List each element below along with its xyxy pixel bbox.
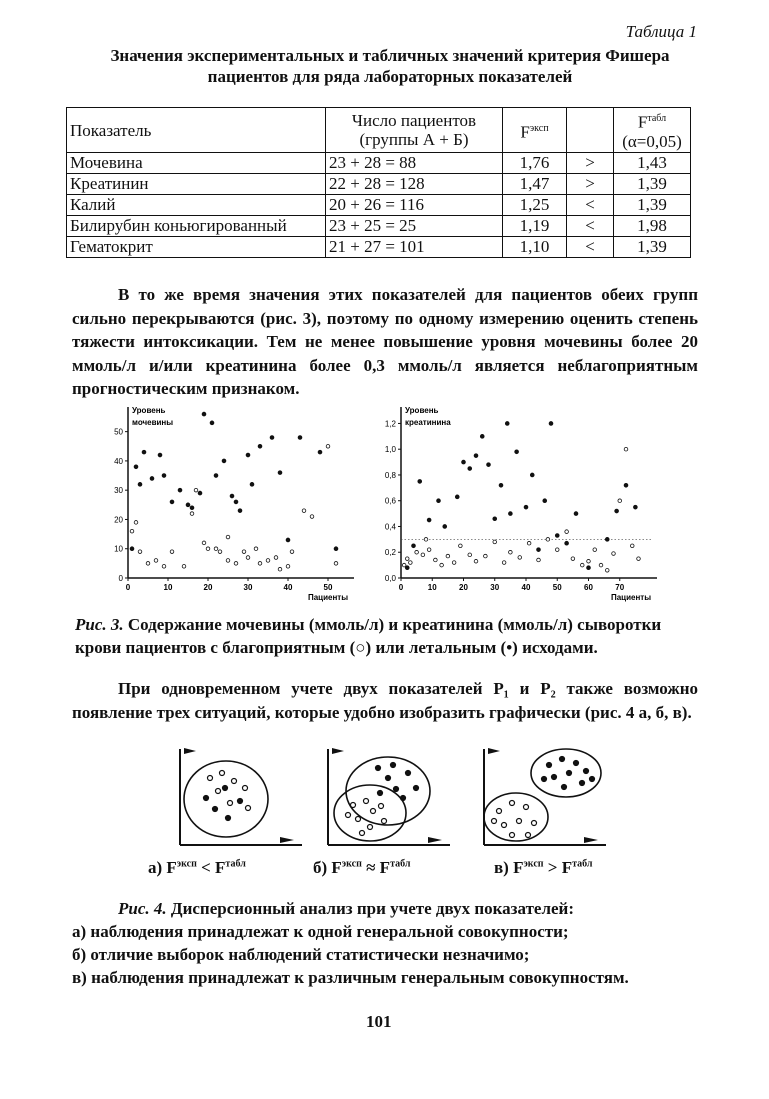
favorable-point	[254, 547, 258, 551]
lethal-point	[418, 480, 422, 484]
y-tick-label: 20	[114, 515, 123, 525]
header-patients: Число пациентов (группы А + Б)	[326, 108, 503, 153]
x-tick-label: 40	[283, 583, 293, 592]
favorable-point	[146, 562, 150, 566]
favorable-point	[415, 550, 419, 554]
list-item: в) наблюдения принадлежат к различным генеральным совокупностям.	[72, 968, 629, 987]
cell-fexp: 1,19	[503, 216, 567, 237]
y-tick-label: 0,4	[384, 522, 396, 532]
favorable-point	[527, 541, 531, 545]
p2-axis-label-icon	[488, 748, 500, 754]
favorable-point	[424, 538, 428, 542]
lethal-point	[455, 495, 459, 499]
x-tick-label: 60	[584, 583, 593, 592]
x-tick-label: 0	[125, 583, 131, 592]
lethal-point	[150, 477, 154, 481]
lethal-point	[624, 483, 628, 487]
favorable-point	[286, 564, 290, 568]
favorable-point	[427, 548, 431, 552]
favorable-point	[218, 550, 222, 554]
favorable-point	[278, 567, 282, 571]
lethal-point	[515, 450, 519, 454]
lethal-point	[278, 471, 282, 475]
lethal-point	[462, 460, 466, 464]
lethal-point	[178, 488, 182, 492]
lethal-point	[505, 422, 509, 426]
favorable-point	[170, 550, 174, 554]
favorable-point	[190, 512, 194, 516]
favorable-point	[334, 562, 338, 566]
x-tick-label: 50	[323, 583, 333, 592]
lethal-point	[493, 517, 497, 521]
y-tick-label: 0	[118, 574, 123, 583]
cell-name: Гематокрит	[67, 237, 326, 258]
favorable-point	[182, 564, 186, 568]
lethal-point	[549, 422, 553, 426]
lethal-point	[334, 547, 338, 551]
lethal-point	[198, 491, 202, 495]
favorable-point	[130, 529, 134, 533]
cell-sign: >	[567, 153, 614, 174]
favorable-point	[202, 541, 206, 545]
favorable-point	[194, 488, 198, 492]
cell-name: Калий	[67, 195, 326, 216]
favorable-point	[226, 559, 230, 563]
fig4c-label: в) $F^{эксп} > F^{табл}$	[494, 858, 593, 877]
fig4b-label: б) $F^{эксп} \approx F^{табл}$	[313, 858, 411, 877]
body-paragraph-1: В то же время значения этих показателей для пациентов обеих групп сильно перекрываются (рис. 3), поэтому по одному измерению оценить степень тяжести интоксикации. Тем не менее повышение уровня мочевины более 20 ммоль/л и/или креатинина более 0,3 ммоль/л является неблагоприятным прогностическим признаком.	[72, 285, 698, 398]
x-tick-label: 10	[427, 583, 437, 592]
page-number: 101	[366, 1012, 392, 1031]
lethal-point	[499, 483, 503, 487]
y-axis-label: креатинина	[405, 418, 451, 427]
y-axis-label: мочевины	[132, 418, 174, 427]
table-row	[67, 153, 691, 174]
favorable-point	[474, 559, 478, 563]
x-tick-label: 70	[615, 583, 625, 592]
favorable-point	[214, 547, 218, 551]
favorable-point	[138, 550, 142, 554]
y-axis-label: Уровень	[132, 406, 166, 415]
cell-ftab: 1,39	[614, 195, 691, 216]
lethal-point	[587, 566, 591, 570]
table-row	[67, 195, 691, 216]
lethal-point	[234, 500, 238, 504]
favorable-point	[206, 547, 210, 551]
fig4-caption-label: Рис. 4.	[118, 899, 167, 918]
p1-axis-label-icon	[280, 837, 294, 843]
lethal-point	[524, 505, 528, 509]
cell-ftab: 1,98	[614, 216, 691, 237]
x-tick-label: 50	[552, 583, 562, 592]
cell-name: Креатинин	[67, 174, 326, 195]
lethal-point	[238, 509, 242, 513]
favorable-point	[234, 562, 238, 566]
x-tick-label: 20	[203, 583, 213, 592]
fig4b-diagram	[318, 743, 458, 853]
lethal-point	[130, 547, 134, 551]
favorable-point	[302, 509, 306, 513]
lethal-point	[468, 467, 472, 471]
y-tick-label: 50	[114, 427, 123, 437]
x-tick-label: 10	[163, 583, 173, 592]
lethal-point	[437, 499, 441, 503]
lethal-point	[633, 505, 637, 509]
x-axis-label: Пациенты	[307, 593, 349, 602]
favorable-point	[637, 557, 641, 561]
header-indicator: Показатель	[67, 108, 326, 153]
y-axis-label: Уровень	[405, 406, 439, 415]
cell-patients: 23 + 25 = 25	[326, 216, 503, 237]
favorable-point	[162, 564, 166, 568]
cell-ftab: 1,39	[614, 174, 691, 195]
fig4-caption-text: Дисперсионный анализ при учете двух показателей:	[170, 899, 575, 918]
cell-ftab: 1,43	[614, 153, 691, 174]
lethal-point	[270, 436, 274, 440]
cell-sign: <	[567, 216, 614, 237]
favorable-point	[502, 561, 506, 565]
fig3-caption-text: Содержание мочевины (ммоль/л) и креатинина (ммоль/л) сыворотки крови пациентов с благоприятным (○) или летальным (•) исходами.	[75, 615, 662, 657]
population-ellipse-dots	[346, 757, 430, 825]
y-tick-label: 0,8	[384, 470, 396, 480]
favorable-point	[434, 558, 438, 562]
favorable-point	[154, 559, 158, 563]
favorable-point	[440, 563, 444, 567]
population-ellipse	[184, 761, 268, 837]
favorable-point	[555, 548, 559, 552]
cell-patients: 20 + 26 = 116	[326, 195, 503, 216]
favorable-point	[421, 553, 425, 557]
favorable-point	[593, 548, 597, 552]
fig3-caption-label: Рис. 3.	[75, 615, 124, 634]
population-ellipse-circles	[484, 793, 548, 841]
fisher-table	[66, 107, 691, 258]
lethal-point	[214, 474, 218, 478]
table-row	[67, 237, 691, 258]
population-ellipse-circles	[334, 785, 406, 841]
fig4c-diagram	[474, 743, 614, 853]
y-tick-label: 0,6	[384, 496, 396, 506]
table-row	[67, 174, 691, 195]
x-tick-label: 0	[398, 583, 404, 592]
favorable-point	[587, 559, 591, 563]
list-item: а) наблюдения принадлежат к одной генеральной совокупности;	[72, 922, 569, 941]
favorable-point	[246, 556, 250, 560]
lethal-point	[555, 534, 559, 538]
favorable-point	[405, 557, 409, 561]
lethal-point	[138, 482, 142, 486]
body-paragraph-2: При одновременном учете двух показателей P₁ и P₂ также возможно появление трех ситуаций, которые удобно изобразить графически (рис. 4 а, б, в).	[72, 679, 698, 722]
favorable-point	[468, 553, 472, 557]
favorable-point	[618, 499, 622, 503]
lethal-point	[537, 548, 541, 552]
table-row	[67, 216, 691, 237]
lethal-point	[202, 412, 206, 416]
table-caption: Таблица 1	[625, 22, 697, 41]
favorable-point	[518, 556, 522, 560]
cell-patients: 23 + 28 = 88	[326, 153, 503, 174]
lethal-point	[487, 463, 491, 467]
list-item: б) отличие выборок наблюдений статистически незначимо;	[72, 945, 530, 964]
favorable-point	[571, 557, 575, 561]
fig4a-label: а) $F^{эксп} < F^{табл}$	[148, 858, 246, 877]
favorable-point	[242, 550, 246, 554]
creatinine-scatter-chart	[355, 395, 665, 615]
favorable-point	[446, 554, 450, 558]
fig4a-diagram	[170, 743, 310, 853]
favorable-point	[258, 562, 262, 566]
lethal-point	[170, 500, 174, 504]
lethal-point	[298, 436, 302, 440]
lethal-point	[246, 453, 250, 457]
fig4-item-list	[72, 920, 712, 989]
cell-name: Билирубин коньюгированный	[67, 216, 326, 237]
favorable-point	[459, 544, 463, 548]
lethal-point	[286, 538, 290, 542]
lethal-point	[412, 544, 416, 548]
lethal-point	[565, 541, 569, 545]
p1-axis-label-icon	[584, 837, 598, 843]
y-tick-label: 40	[114, 456, 123, 466]
cell-sign: <	[567, 237, 614, 258]
lethal-point	[427, 518, 431, 522]
p1-axis-label-icon	[428, 837, 442, 843]
cell-ftab: 1,39	[614, 237, 691, 258]
y-tick-label: 1,0	[384, 445, 396, 455]
y-tick-label: 1,2	[384, 419, 396, 429]
lethal-point	[210, 421, 214, 425]
table-header-row	[67, 108, 691, 153]
lethal-point	[530, 473, 534, 477]
cell-patients: 21 + 27 = 101	[326, 237, 503, 258]
y-tick-label: 30	[114, 486, 123, 496]
lethal-point	[186, 503, 190, 507]
y-tick-label: 0,2	[384, 548, 396, 558]
favorable-point	[599, 563, 603, 567]
y-tick-label: 10	[114, 544, 123, 554]
favorable-point	[274, 556, 278, 560]
lethal-point	[258, 444, 262, 448]
lethal-point	[318, 450, 322, 454]
favorable-point	[484, 554, 488, 558]
lethal-point	[158, 453, 162, 457]
favorable-point	[409, 561, 413, 565]
favorable-point	[580, 563, 584, 567]
favorable-point	[624, 447, 628, 451]
lethal-point	[405, 566, 409, 570]
y-tick-label: 0,0	[384, 574, 396, 583]
lethal-point	[574, 512, 578, 516]
favorable-point	[630, 544, 634, 548]
cell-fexp: 1,10	[503, 237, 567, 258]
p2-axis-label-icon	[184, 748, 196, 754]
cell-name: Мочевина	[67, 153, 326, 174]
favorable-point	[612, 552, 616, 556]
fig3-caption	[75, 613, 695, 659]
favorable-point	[493, 540, 497, 544]
favorable-point	[452, 561, 456, 565]
favorable-point	[605, 568, 609, 572]
header-fexp: $F^{эксп}$	[503, 108, 567, 153]
lethal-point	[142, 450, 146, 454]
x-axis-label: Пациенты	[610, 593, 652, 602]
favorable-point	[310, 515, 314, 519]
lethal-point	[250, 482, 254, 486]
lethal-point	[474, 454, 478, 458]
favorable-point	[290, 550, 294, 554]
x-tick-label: 40	[521, 583, 531, 592]
p2-axis-label-icon	[332, 748, 344, 754]
cell-fexp: 1,47	[503, 174, 567, 195]
lethal-point	[190, 506, 194, 510]
cell-fexp: 1,76	[503, 153, 567, 174]
favorable-point	[266, 559, 270, 563]
fig4-caption	[118, 897, 738, 920]
favorable-point	[565, 530, 569, 534]
lethal-point	[162, 474, 166, 478]
favorable-point	[326, 444, 330, 448]
urea-scatter-chart	[90, 395, 380, 615]
lethal-point	[480, 434, 484, 438]
lethal-point	[222, 459, 226, 463]
lethal-point	[508, 512, 512, 516]
cell-fexp: 1,25	[503, 195, 567, 216]
lethal-point	[615, 509, 619, 513]
header-sign	[567, 108, 614, 153]
table-title: Значения экспериментальных и табличных значений критерия Фишера пациентов для ряда лабораторных показателей	[110, 46, 670, 86]
points-group	[492, 757, 595, 838]
x-tick-label: 30	[243, 583, 253, 592]
favorable-point	[509, 550, 513, 554]
lethal-point	[230, 494, 234, 498]
cell-sign: <	[567, 195, 614, 216]
cell-patients: 22 + 28 = 128	[326, 174, 503, 195]
favorable-point	[537, 558, 541, 562]
header-ftab: $F^{табл}$ (α=0,05)	[614, 108, 691, 153]
lethal-point	[134, 465, 138, 469]
lethal-point	[543, 499, 547, 503]
favorable-point	[134, 521, 138, 525]
lethal-point	[605, 537, 609, 541]
points-group	[204, 771, 251, 821]
favorable-point	[546, 538, 550, 542]
x-tick-label: 30	[490, 583, 500, 592]
lethal-point	[443, 525, 447, 529]
cell-sign: >	[567, 174, 614, 195]
x-tick-label: 20	[459, 583, 468, 592]
favorable-point	[226, 535, 230, 539]
